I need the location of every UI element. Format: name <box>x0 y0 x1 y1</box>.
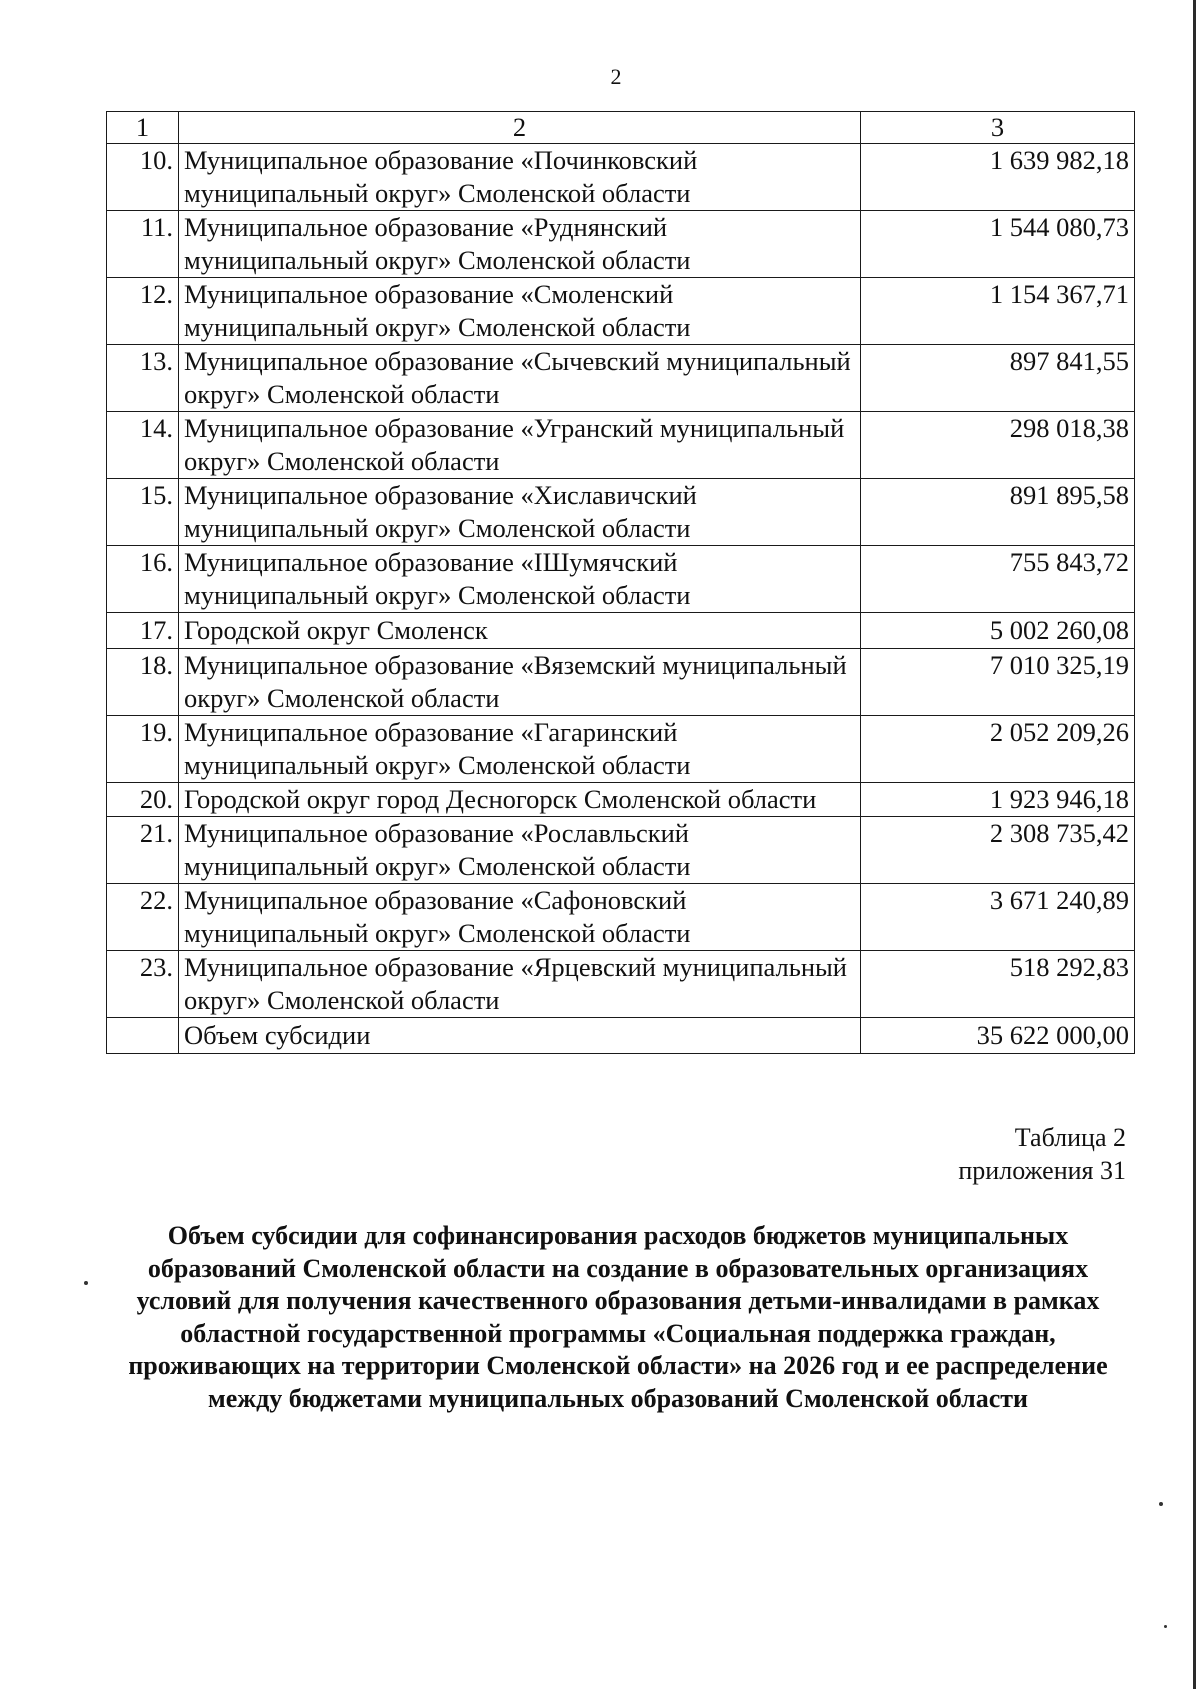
row-name-cell: Муниципальное образование «Сычевский муниципальный округ» Смоленской области <box>179 345 861 412</box>
row-number-cell: 21. <box>107 817 179 884</box>
table-row <box>107 613 1135 649</box>
caption-table-number: Таблица 2 <box>1014 1123 1126 1152</box>
table-row <box>107 817 1135 884</box>
table-row <box>107 345 1135 412</box>
row-number-cell: 19. <box>107 716 179 783</box>
row-value-cell: 1 544 080,73 <box>861 211 1135 278</box>
table-row <box>107 649 1135 716</box>
scan-speck <box>1159 1502 1163 1506</box>
page-number: 2 <box>610 64 622 89</box>
row-value-cell: 2 052 209,26 <box>861 716 1135 783</box>
row-value-cell: 891 895,58 <box>861 479 1135 546</box>
total-label-cell: Объем субсидии <box>179 1018 861 1054</box>
table-row <box>107 278 1135 345</box>
row-number-cell: 23. <box>107 951 179 1018</box>
row-number-cell: 15. <box>107 479 179 546</box>
row-number-cell: 22. <box>107 884 179 951</box>
table-header-row <box>107 112 1135 144</box>
table-row <box>107 783 1135 817</box>
header-cell-number: 1 <box>107 112 179 144</box>
row-value-cell: 2 308 735,42 <box>861 817 1135 884</box>
row-number-cell: 12. <box>107 278 179 345</box>
table-row <box>107 951 1135 1018</box>
row-value-cell: 1 639 982,18 <box>861 144 1135 211</box>
row-value-cell: 298 018,38 <box>861 412 1135 479</box>
table-row <box>107 144 1135 211</box>
scan-speck <box>84 1281 88 1285</box>
row-value-cell: 518 292,83 <box>861 951 1135 1018</box>
table-row <box>107 479 1135 546</box>
row-value-cell: 5 002 260,08 <box>861 613 1135 649</box>
row-value-cell: 1 154 367,71 <box>861 278 1135 345</box>
row-name-cell: Городской округ город Десногорск Смоленской области <box>179 783 861 817</box>
row-name-cell: Муниципальное образование «Руднянский муниципальный округ» Смоленской области <box>179 211 861 278</box>
row-number-cell: 18. <box>107 649 179 716</box>
row-value-cell: 3 671 240,89 <box>861 884 1135 951</box>
table-body <box>107 112 1135 1054</box>
row-name-cell: Муниципальное образование «Ярцевский муниципальный округ» Смоленской области <box>179 951 861 1018</box>
row-name-cell: Муниципальное образование «Хиславичский муниципальный округ» Смоленской области <box>179 479 861 546</box>
row-number-cell: 14. <box>107 412 179 479</box>
row-value-cell: 755 843,72 <box>861 546 1135 613</box>
row-number-cell: 20. <box>107 783 179 817</box>
row-name-cell: Городской округ Смоленск <box>179 613 861 649</box>
row-name-cell: Муниципальное образование «Угранский муниципальный округ» Смоленской области <box>179 412 861 479</box>
row-number-cell: 13. <box>107 345 179 412</box>
table-row <box>107 546 1135 613</box>
row-name-cell: Муниципальное образование «Рославльский муниципальный округ» Смоленской области <box>179 817 861 884</box>
scan-edge-line <box>1193 0 1196 1689</box>
row-name-cell: Муниципальное образование «Вяземский муниципальный округ» Смоленской области <box>179 649 861 716</box>
row-value-cell: 897 841,55 <box>861 345 1135 412</box>
table-total-row <box>107 1018 1135 1054</box>
row-name-cell: Муниципальное образование «Сафоновский муниципальный округ» Смоленской области <box>179 884 861 951</box>
row-number-cell: 11. <box>107 211 179 278</box>
row-value-cell: 1 923 946,18 <box>861 783 1135 817</box>
row-value-cell: 7 010 325,19 <box>861 649 1135 716</box>
row-name-cell: Муниципальное образование «Починковский муниципальный округ» Смоленской области <box>179 144 861 211</box>
table-caption <box>958 1121 1126 1187</box>
total-number-cell <box>107 1018 179 1054</box>
row-name-cell: Муниципальное образование «Смоленский муниципальный округ» Смоленской области <box>179 278 861 345</box>
scan-speck <box>1164 1625 1167 1628</box>
row-number-cell: 10. <box>107 144 179 211</box>
caption-appendix: приложения 31 <box>958 1156 1126 1185</box>
table-row <box>107 884 1135 951</box>
row-number-cell: 16. <box>107 546 179 613</box>
row-name-cell: Муниципальное образование «IШумячский муниципальный округ» Смоленской области <box>179 546 861 613</box>
total-value-cell: 35 622 000,00 <box>861 1018 1135 1054</box>
table-row <box>107 211 1135 278</box>
header-cell-value: 3 <box>861 112 1135 144</box>
table-row <box>107 716 1135 783</box>
row-number-cell: 17. <box>107 613 179 649</box>
row-name-cell: Муниципальное образование «Гагаринский муниципальный округ» Смоленской области <box>179 716 861 783</box>
subsidy-table <box>106 111 1135 1054</box>
document-title: Объем субсидии для софинансирования расходов бюджетов муниципальных образований Смоленской области на создание в образовательных организациях условий для получения качественного образования детьми-инвалидами в рамках областной государственной программы «Социальная поддержка граждан, проживающих на территории Смоленской области» на 2026 год и ее распределение между бюджетами муниципальных образований Смоленской области <box>128 1221 1108 1413</box>
header-cell-name: 2 <box>179 112 861 144</box>
table-row <box>107 412 1135 479</box>
